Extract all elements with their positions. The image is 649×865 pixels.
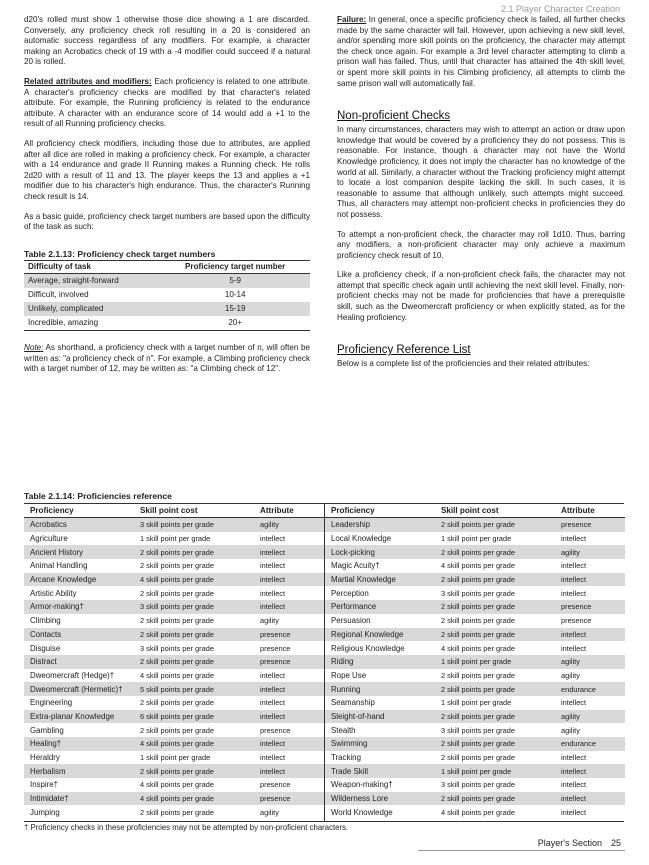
skill-cost-cell: 4 skill points per grade xyxy=(140,575,214,585)
skill-cost-cell: 2 skill points per grade xyxy=(441,616,515,626)
table-row xyxy=(24,288,310,302)
table-row xyxy=(24,751,324,765)
proficiency-cell: World Knowledge xyxy=(331,807,393,817)
attribute-cell: intellect xyxy=(561,629,587,639)
proficiency-cell: Agriculture xyxy=(30,534,68,544)
attribute-cell: intellect xyxy=(561,643,587,653)
skill-cost-cell: 3 skill points per grade xyxy=(140,520,214,530)
skill-cost-cell: 2 skill points per grade xyxy=(140,616,214,626)
proficiency-cell: Leadership xyxy=(331,520,371,530)
attribute-cell: intellect xyxy=(260,602,286,612)
run-in-heading: Failure: xyxy=(337,15,367,24)
skill-cost-cell: 4 skill points per grade xyxy=(441,561,515,571)
proficiency-cell: Dweomercraft (Hermetic)† xyxy=(30,684,123,694)
table-row xyxy=(24,737,324,751)
attribute-cell: intellect xyxy=(561,807,587,817)
attribute-cell: endurance xyxy=(561,684,596,694)
attribute-cell: agility xyxy=(260,616,279,626)
attribute-cell: intellect xyxy=(260,753,286,763)
page-number: 25 xyxy=(610,838,621,848)
table-row xyxy=(24,764,324,778)
column-header: Skill point cost xyxy=(140,506,198,515)
paragraph xyxy=(337,15,625,89)
paragraph: d20's rolled must show 1 otherwise those dice showing a 1 are discarded. Conversely, any proficiency check roll resulting in a 20 is considered an automatic success regardless of any modifiers. For example, a character making an Acrobatics check of 19 with a -4 modifier could succeed if a natural 20 is rolled. xyxy=(24,15,310,67)
footer-rule xyxy=(418,850,625,851)
skill-cost-cell: 4 skill points per grade xyxy=(441,643,515,653)
table-row xyxy=(325,669,625,683)
table-footnote: † Proficiency checks in these proficiencies may not be attempted by non-proficient characters. xyxy=(24,823,349,832)
table-row xyxy=(24,274,310,289)
proficiency-cell: Regional Knowledge xyxy=(331,629,404,639)
skill-cost-cell: 3 skill points per grade xyxy=(441,588,515,598)
section-heading: Proficiency Reference List xyxy=(337,344,471,357)
attribute-cell: agility xyxy=(561,547,580,557)
skill-cost-cell: 2 skill points per grade xyxy=(441,602,515,612)
proficiency-cell: Dweomercraft (Hedge)† xyxy=(30,670,115,680)
proficiency-cell: Inspire† xyxy=(30,780,59,790)
table-caption: Table 2.1.13: Proficiency check target numbers xyxy=(24,248,216,259)
table-row xyxy=(24,518,324,532)
proficiency-cell: Artistic Ability xyxy=(30,588,77,598)
proficiency-cell: Lock-picking xyxy=(331,547,375,557)
table-row xyxy=(24,641,324,655)
proficiency-cell: Swimming xyxy=(331,739,368,749)
note-label: Note: xyxy=(24,343,44,353)
table-row xyxy=(325,628,625,642)
table-cell: 20+ xyxy=(160,316,310,331)
right-column xyxy=(337,15,625,379)
proficiency-cell: Healing† xyxy=(30,739,62,749)
paragraph: In many circumstances, characters may wish to attempt an action or draw upon knowledge that would be covered by a proficiency they do not possess. This is reasonable. For instance, though a character may not have the World Knowledge proficiency, it does not imply the character has no knowledge of the world at all. Similarly, a character without the Tracking proficiency might attempt to locate a lost companion despite lacking the skill. In such cases, it is reasonable to assume that although unlikely, such attempts might succeed. Thus, all characters may attempt non-proficient checks in proficiencies they do not possess. xyxy=(337,125,625,219)
table-row xyxy=(325,600,625,614)
proficiency-cell: Weapon-making† xyxy=(331,780,393,790)
skill-cost-cell: 2 skill points per grade xyxy=(441,739,515,749)
table-row xyxy=(24,316,310,331)
skill-cost-cell: 3 skill points per grade xyxy=(441,725,515,735)
attribute-cell: agility xyxy=(260,520,279,530)
table-row xyxy=(24,669,324,683)
attribute-cell: presence xyxy=(260,657,291,667)
table-row xyxy=(24,682,324,696)
table-row xyxy=(24,778,324,792)
proficiency-cell: Stealth xyxy=(331,725,356,735)
table-row xyxy=(24,559,324,573)
table-row xyxy=(325,805,625,819)
skill-cost-cell: 2 skill points per grade xyxy=(441,711,515,721)
table-row xyxy=(24,586,324,600)
proficiency-cell: Arcane Knowledge xyxy=(30,575,97,585)
table-row xyxy=(24,792,324,806)
run-in-heading: Related attributes and modifiers: xyxy=(24,76,152,86)
proficiency-cell: Wilderness Lore xyxy=(331,794,389,804)
attribute-cell: intellect xyxy=(260,698,286,708)
attribute-cell: intellect xyxy=(260,739,286,749)
proficiency-cell: Contacts xyxy=(30,629,62,639)
attribute-cell: presence xyxy=(260,725,291,735)
attribute-cell: intellect xyxy=(561,698,587,708)
table-row xyxy=(325,792,625,806)
proficiency-cell: Acrobatics xyxy=(30,520,67,530)
attribute-cell: endurance xyxy=(561,739,596,749)
proficiency-cell: Seamanship xyxy=(331,698,375,708)
table-row xyxy=(24,723,324,737)
proficiency-cell: Jumping xyxy=(30,807,60,817)
table-row xyxy=(325,778,625,792)
attribute-cell: intellect xyxy=(260,575,286,585)
section-heading: Non-proficient Checks xyxy=(337,110,451,123)
column-header: Difficulty of task xyxy=(24,260,160,274)
attribute-cell: agility xyxy=(561,711,580,721)
paragraph: To attempt a non-proficient check, the character may roll 1d10. Thus, barring any modifiers, a non-proficient character may only achieve a maximum proficiency check result of 10. xyxy=(337,229,625,260)
skill-cost-cell: 2 skill points per grade xyxy=(441,629,515,639)
paragraph-text: As shorthand, a proficiency check with a target number of n, will often be written as: "a proficiency check of n". For example, a Climbing proficiency check with a target number of 12, may be written as: "a Climbing check of 12". xyxy=(24,343,310,374)
table-row xyxy=(325,518,625,532)
table-row xyxy=(325,559,625,573)
paragraph xyxy=(24,77,310,130)
proficiency-cell: Ancient History xyxy=(30,547,84,557)
paragraph: As a basic guide, proficiency check target numbers are based upon the difficulty of the task as such: xyxy=(24,211,310,232)
attribute-cell: intellect xyxy=(561,766,587,776)
proficiency-cell: Sleight-of-hand xyxy=(331,711,385,721)
attribute-cell: agility xyxy=(561,670,580,680)
attribute-cell: presence xyxy=(561,520,592,530)
table-row xyxy=(325,532,625,546)
proficiency-cell: Martial Knowledge xyxy=(331,575,396,585)
skill-cost-cell: 2 skill points per grade xyxy=(441,684,515,694)
table-cell: Average, straight-forward xyxy=(24,274,160,289)
proficiency-cell: Local Knowledge xyxy=(331,534,392,544)
table-row xyxy=(24,302,310,316)
table-row xyxy=(325,764,625,778)
attribute-cell: intellect xyxy=(561,561,587,571)
column-header: Proficiency xyxy=(331,506,375,515)
skill-cost-cell: 4 skill points per grade xyxy=(140,780,214,790)
proficiency-cell: Extra-planar Knowledge xyxy=(30,711,115,721)
skill-cost-cell: 6 skill points per grade xyxy=(140,711,214,721)
proficiency-cell: Religious Knowledge xyxy=(331,643,405,653)
table-row xyxy=(325,710,625,724)
skill-cost-cell: 2 skill points per grade xyxy=(441,575,515,585)
reference-table-left-half xyxy=(24,504,324,819)
running-header: 2.1 Player Character Creation xyxy=(500,4,620,14)
proficiency-cell: Distract xyxy=(30,657,57,667)
skill-cost-cell: 2 skill points per grade xyxy=(140,547,214,557)
skill-cost-cell: 1 skill point per grade xyxy=(441,657,512,667)
attribute-cell: presence xyxy=(260,643,291,653)
attribute-cell: intellect xyxy=(260,766,286,776)
column-header: Skill point cost xyxy=(441,506,499,515)
table-cell: 5-9 xyxy=(160,274,310,289)
table-row xyxy=(24,614,324,628)
table-cell: Unlikely, complicated xyxy=(24,302,160,316)
attribute-cell: presence xyxy=(561,602,592,612)
paragraph: All proficiency check modifiers, including those due to attributes, are applied after all dice are rolled in making a proficiency check. For example, a character with a 14 endurance and grade II Running makes a Running check. He rolls 2d20 with a result of 11 and 13. The player keeps the 13 and applies a +1 modifier due to his character's high endurance. Thus, the character's Running check result is 14. xyxy=(24,138,310,201)
attribute-cell: intellect xyxy=(260,534,286,544)
skill-cost-cell: 1 skill point per grade xyxy=(140,534,211,544)
attribute-cell: presence xyxy=(260,629,291,639)
table-row xyxy=(24,545,324,559)
proficiency-cell: Disguise xyxy=(30,643,61,653)
table-header-row xyxy=(24,504,324,518)
attribute-cell: presence xyxy=(260,780,291,790)
table-cell: 10-14 xyxy=(224,289,246,299)
note-paragraph xyxy=(24,343,310,375)
skill-cost-cell: 4 skill points per grade xyxy=(441,807,515,817)
table-caption: Table 2.1.14: Proficiencies reference xyxy=(24,491,172,501)
table-row xyxy=(24,628,324,642)
proficiency-cell: Climbing xyxy=(30,616,61,626)
skill-cost-cell: 1 skill point per grade xyxy=(441,698,512,708)
skill-cost-cell: 2 skill points per grade xyxy=(441,670,515,680)
reference-rows-right xyxy=(325,518,625,819)
skill-cost-cell: 3 skill points per grade xyxy=(441,780,515,790)
column-header: Proficiency xyxy=(30,506,74,515)
proficiency-cell: Tracking xyxy=(331,753,361,763)
proficiency-cell: Heraldry xyxy=(30,753,60,763)
column-header: Proficiency target number xyxy=(160,260,310,274)
attribute-cell: intellect xyxy=(561,575,587,585)
proficiency-cell: Riding xyxy=(331,657,354,667)
skill-cost-cell: 3 skill points per grade xyxy=(140,643,214,653)
attribute-cell: intellect xyxy=(260,561,286,571)
attribute-cell: intellect xyxy=(260,588,286,598)
attribute-cell: intellect xyxy=(561,534,587,544)
column-header: Attribute xyxy=(260,506,294,515)
skill-cost-cell: 1 skill point per grade xyxy=(441,766,512,776)
table-row xyxy=(325,586,625,600)
proficiency-cell: Animal Handling xyxy=(30,561,88,571)
table-row xyxy=(325,723,625,737)
attribute-cell: intellect xyxy=(260,670,286,680)
table-row xyxy=(325,545,625,559)
skill-cost-cell: 5 skill points per grade xyxy=(140,684,214,694)
table-row xyxy=(325,737,625,751)
skill-cost-cell: 1 skill point per grade xyxy=(441,534,512,544)
skill-cost-cell: 2 skill points per grade xyxy=(140,588,214,598)
skill-cost-cell: 3 skill points per grade xyxy=(140,602,214,612)
skill-cost-cell: 1 skill point per grade xyxy=(140,753,211,763)
proficiency-cell: Rope Use xyxy=(331,670,367,680)
table-row xyxy=(24,532,324,546)
proficiency-cell: Armor-making† xyxy=(30,602,84,612)
proficiency-cell: Persuasion xyxy=(331,616,371,626)
attribute-cell: agility xyxy=(260,807,279,817)
table-cell: Difficult, involved xyxy=(28,289,89,299)
proficiency-cell: Performance xyxy=(331,602,377,612)
attribute-cell: intellect xyxy=(260,684,286,694)
paragraph: Like a proficiency check, if a non-proficient check fails, the character may not attempt that specific check again until achieving the next skill level. Finally, non-proficient checks may not be made for proficiencies that have a prerequisite skill, such as the Dweomercraft proficiency or when explicitly stated, as for the Healing proficiency. xyxy=(337,270,625,322)
table-cell: 15-19 xyxy=(160,302,310,316)
skill-cost-cell: 2 skill points per grade xyxy=(140,629,214,639)
proficiency-cell: Herbalism xyxy=(30,766,66,776)
target-number-table xyxy=(24,260,310,332)
attribute-cell: intellect xyxy=(260,547,286,557)
table-row xyxy=(24,655,324,669)
attribute-cell: intellect xyxy=(561,780,587,790)
proficiency-cell: Perception xyxy=(331,588,369,598)
table-row xyxy=(325,751,625,765)
table-row xyxy=(325,696,625,710)
column-header: Attribute xyxy=(561,506,595,515)
table-row xyxy=(24,573,324,587)
skill-cost-cell: 2 skill points per grade xyxy=(441,794,515,804)
paragraph-text: In general, once a specific proficiency check is failed, all further checks made by the same character will fail. However, upon achieving a new skill level, and/or spending more skill points on the proficiency, the character may attempt the check once again. For example a 3rd level character attempting to climb a prison wall has failed. Thus, until that character has attained the 4th skill level, or spent more skill points in his Climbing proficiency, all attempts to climb the same prison wall will automatically fail. xyxy=(337,15,625,88)
skill-cost-cell: 2 skill points per grade xyxy=(140,766,214,776)
attribute-cell: agility xyxy=(561,657,580,667)
skill-cost-cell: 4 skill points per grade xyxy=(140,670,214,680)
table-cell: Incredible, amazing xyxy=(24,316,160,331)
skill-cost-cell: 2 skill points per grade xyxy=(140,657,214,667)
paragraph-text: Each proficiency is related to one attribute. A character's proficiency checks are modified by that character's related attribute. For example, the Running proficiency is related to the endurance attribute. A character with an endurance score of 14 would add a +1 to the result of all Running proficiency checks. xyxy=(24,76,311,129)
attribute-cell: presence xyxy=(561,616,592,626)
table-row xyxy=(325,573,625,587)
table-row xyxy=(24,600,324,614)
skill-cost-cell: 2 skill points per grade xyxy=(441,547,515,557)
paragraph: Below is a complete list of the proficiencies and their related attributes: xyxy=(337,359,590,369)
skill-cost-cell: 2 skill points per grade xyxy=(140,807,214,817)
proficiency-cell: Gambling xyxy=(30,725,64,735)
table-row xyxy=(325,655,625,669)
footer-section-label: Player's Section xyxy=(537,838,602,848)
skill-cost-cell: 4 skill points per grade xyxy=(140,794,214,804)
skill-cost-cell: 4 skill points per grade xyxy=(140,739,214,749)
skill-cost-cell: 2 skill points per grade xyxy=(140,698,214,708)
attribute-cell: intellect xyxy=(561,588,587,598)
proficiency-cell: Trade Skill xyxy=(331,766,368,776)
proficiency-reference-table xyxy=(24,503,624,822)
proficiency-cell: Intimidate† xyxy=(30,794,69,804)
table-header-row xyxy=(24,260,310,274)
table-row xyxy=(24,696,324,710)
reference-table-right-half xyxy=(324,504,625,821)
table-row xyxy=(325,614,625,628)
proficiency-cell: Engineering xyxy=(30,698,73,708)
table-row xyxy=(24,710,324,724)
attribute-cell: intellect xyxy=(561,753,587,763)
left-column xyxy=(24,15,310,384)
skill-cost-cell: 2 skill points per grade xyxy=(441,753,515,763)
attribute-cell: intellect xyxy=(260,711,286,721)
attribute-cell: agility xyxy=(561,725,580,735)
attribute-cell: intellect xyxy=(561,794,587,804)
attribute-cell: presence xyxy=(260,794,291,804)
reference-rows-left xyxy=(24,518,324,819)
table-row xyxy=(24,805,324,819)
skill-cost-cell: 2 skill points per grade xyxy=(441,520,515,530)
skill-cost-cell: 2 skill points per grade xyxy=(140,725,214,735)
table-row xyxy=(325,682,625,696)
table-row xyxy=(325,641,625,655)
proficiency-cell: Running xyxy=(331,684,361,694)
skill-cost-cell: 2 skill points per grade xyxy=(140,561,214,571)
proficiency-cell: Magic Acuity† xyxy=(331,561,380,571)
table-header-row xyxy=(325,504,625,518)
